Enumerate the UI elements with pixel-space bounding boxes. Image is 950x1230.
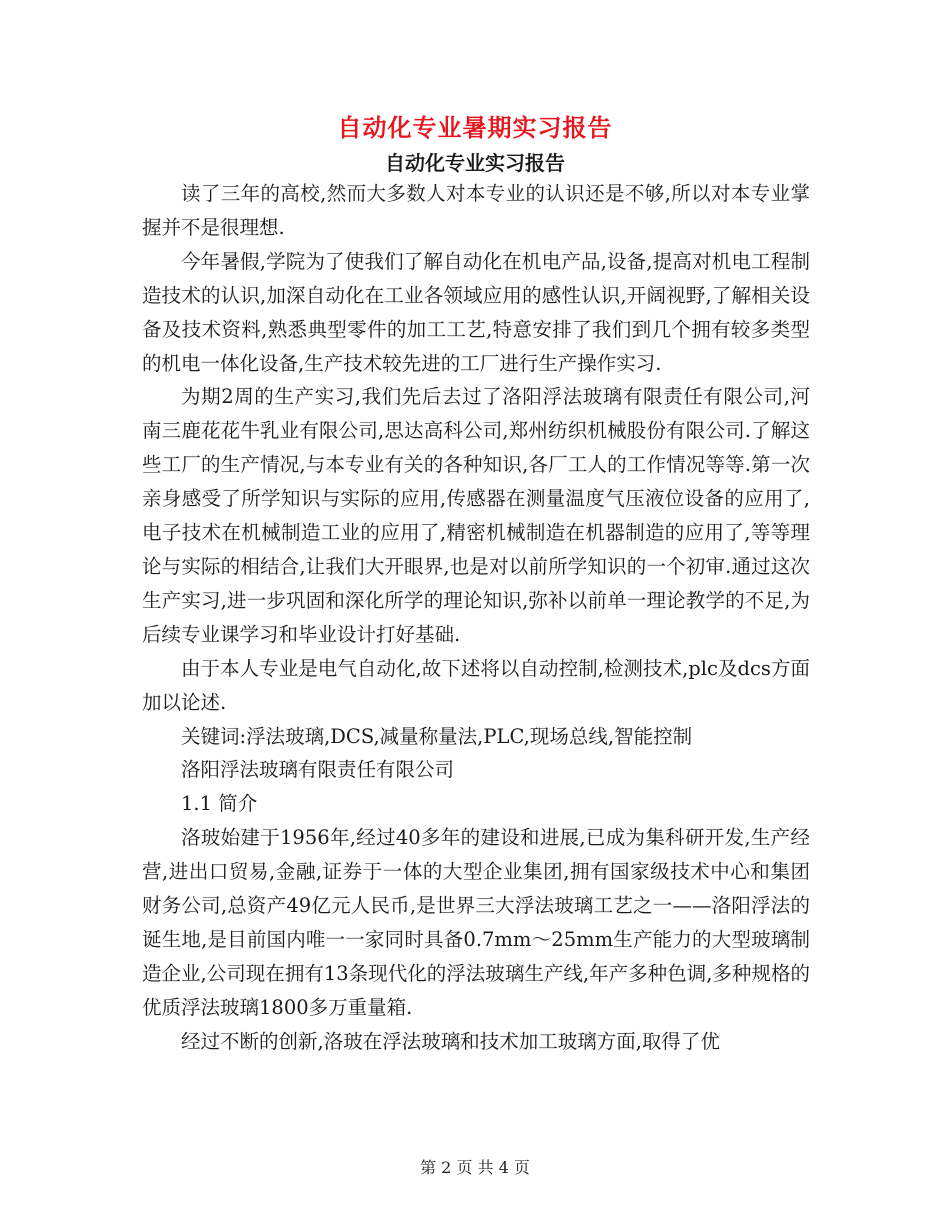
- document-subtitle: 自动化专业实习报告: [385, 151, 565, 175]
- paragraph-company-history: 洛玻始建于1956年,经过40多年的建设和进展,已成为集科研开发,生产经营,进出口贸易,金融,证券于一体的大型企业集团,拥有国家级技术中心和集团财务公司,总资产49亿元人民币,是世界三大浮法玻璃工艺之一——洛阳浮法的诞生地,是目前国内唯一一家同时具备0.7mm～25mm生产能力的大型玻璃制造企业,公司现在拥有13条现代化的浮法玻璃生产线,年产多种色调,多种规格的优质浮法玻璃1800多万重量箱.: [142, 826, 810, 1019]
- section-heading-company: 洛阳浮法玻璃有限责任有限公司: [181, 758, 455, 782]
- document-body: [142, 177, 810, 1059]
- section-heading-intro: 1.1 简介: [181, 792, 258, 816]
- paragraph-innovation: 经过不断的创新,洛玻在浮法玻璃和技术加工玻璃方面,取得了优: [181, 1029, 720, 1053]
- paragraph-major-focus: 由于本人专业是电气自动化,故下述将以自动控制,检测技术,plc及dcs方面加以论述.: [142, 656, 810, 714]
- paragraph-summer-break: 今年暑假,学院为了使我们了解自动化在机电产品,设备,提高对机电工程制造技术的认识,加深自动化在工业各领域应用的感性认识,开阔视野,了解相关设备及技术资料,熟悉典型零件的加工工艺,特意安排了我们到几个拥有较多类型的机电一体化设备,生产技术较先进的工厂进行生产操作实习.: [142, 249, 810, 375]
- page-footer: 第 2 页 共 4 页: [420, 1158, 530, 1177]
- document-title: 自动化专业暑期实习报告: [337, 113, 613, 142]
- paragraph-internship-period: 为期2周的生产实习,我们先后去过了洛阳浮法玻璃有限责任有限公司,河南三鹿花花牛乳业有限公司,思达高科公司,郑州纺织机械股份有限公司.了解这些工厂的生产情况,与本专业有关的各种知识,各厂工人的工作情况等等.第一次亲身感受了所学知识与实际的应用,传感器在测量温度气压液位设备的应用了,电子技术在机械制造工业的应用了,精密机械制造在机器制造的应用了,等等理论与实际的相结合,让我们大开眼界,也是对以前所学知识的一个初审.通过这次生产实习,进一步巩固和深化所学的理论知识,弥补以前单一理论教学的不足,为后续专业课学习和毕业设计打好基础.: [142, 385, 810, 646]
- paragraph-keywords: 关键词:浮法玻璃,DCS,减量称量法,PLC,现场总线,智能控制: [181, 724, 693, 748]
- paragraph-intro: 读了三年的高校,然而大多数人对本专业的认识还是不够,所以对本专业掌握并不是很理想.: [142, 182, 810, 239]
